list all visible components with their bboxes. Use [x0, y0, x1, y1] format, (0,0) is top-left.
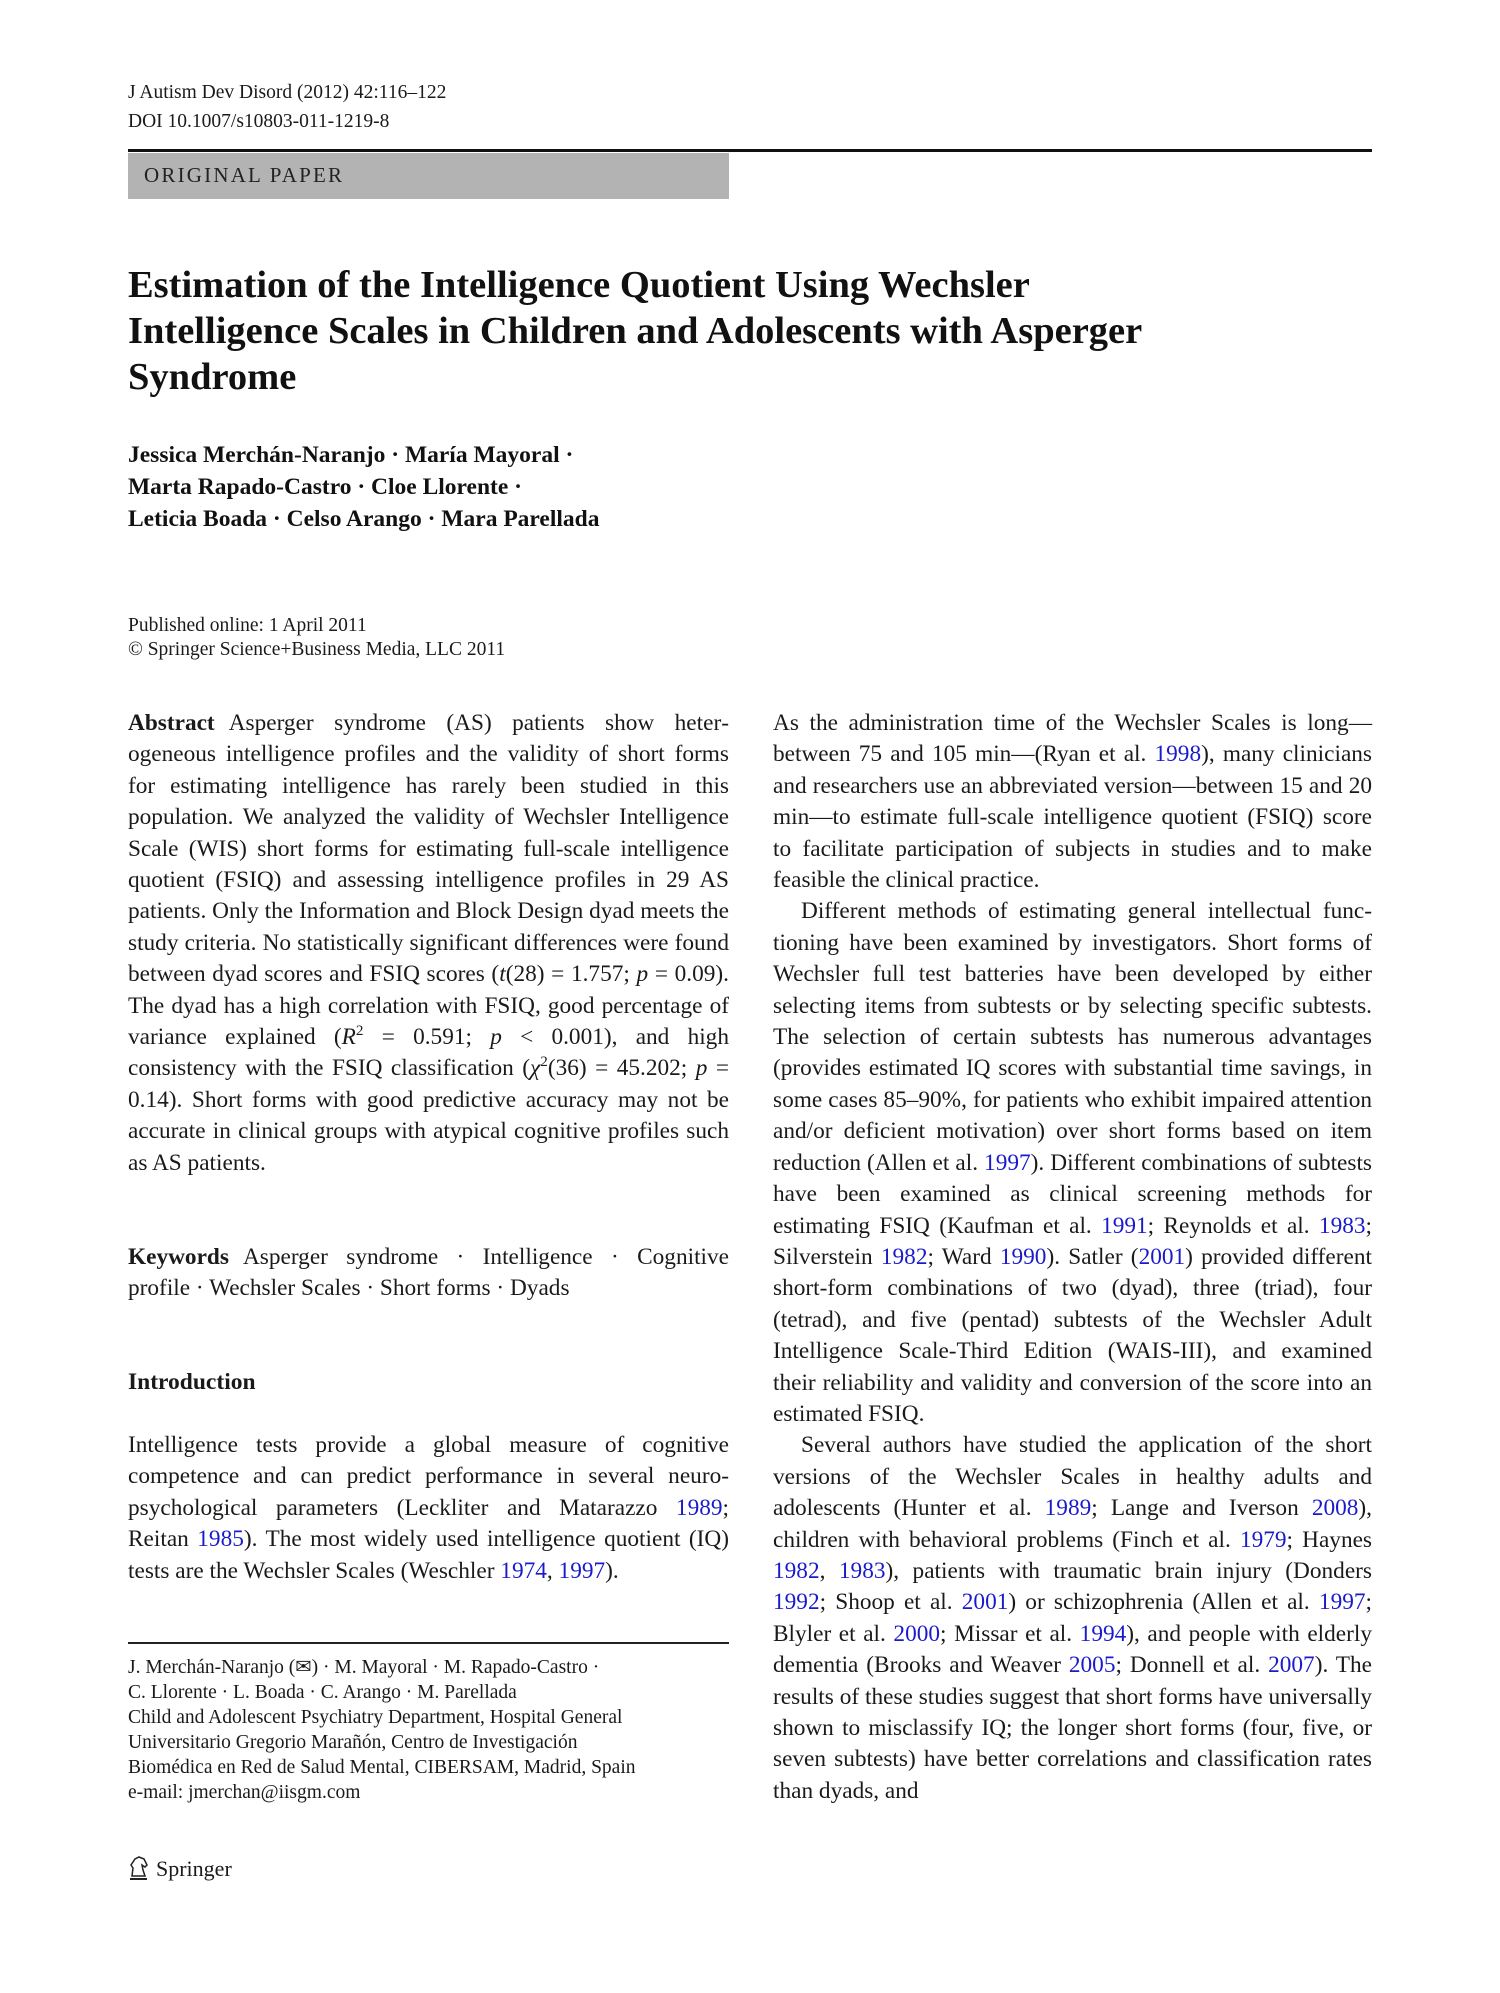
- abstract-label: Abstract: [128, 710, 215, 736]
- citation-link[interactable]: 1974: [500, 1557, 547, 1584]
- citation-link[interactable]: 1989: [675, 1494, 723, 1521]
- right-column: [773, 708, 1372, 1807]
- footnote-line: Child and Adolescent Psychiatry Department, Hospital General: [128, 1707, 623, 1728]
- citation-link[interactable]: 2001: [961, 1589, 1009, 1616]
- citation-link[interactable]: 1985: [197, 1526, 244, 1553]
- paragraph: Different methods of estimating general intellectual functioning have been examined by investigators. Short forms of Wechsler full test batteries have been developed by either selecting items from subtests or by selecting specific subtests. The selection of certain subtests has numerous advantages (provides estimated IQ scores with substantial time savings, in some cases 85–90%, for patients who exhibit impaired attention and/or deficient motivation) over short forms based on item reduction (Allen et al. 1997). Different combinations of subtests have been examined as clinical screening methods for estimating FSIQ (Kaufman et al. 1991; Reynolds et al. 1983; Silverstein 1982; Ward 1990). Satler (2001) provided different short-form combinations of two (dyad), three (triad), four (tetrad), and five (pentad) subtests of the Wechsler Adult Intelligence Scale-Third Edition (WAIS-III), and examined their reliability and validity and conversion of the score into an estimated FSIQ.: [773, 898, 1372, 1427]
- paper-title: [128, 262, 1372, 400]
- footnote-line: Biomédica en Red de Salud Mental, CIBERSAM, Madrid, Spain: [128, 1757, 636, 1778]
- section-label-box: [128, 153, 729, 199]
- citation-link[interactable]: 2007: [1268, 1652, 1315, 1679]
- math-symbol: p: [636, 961, 649, 988]
- section-label: ORIGINAL PAPER: [144, 163, 345, 187]
- citation-link[interactable]: 1997: [558, 1557, 606, 1584]
- math-symbol: χ: [530, 1055, 541, 1082]
- doi: DOI 10.1007/s10803-011-1219-8: [128, 111, 390, 132]
- keywords: [128, 1242, 729, 1305]
- citation-link[interactable]: 2001: [1138, 1243, 1186, 1270]
- paragraph: Intelligence tests provide a global measure of cognitive competence and can predict performance in several neuropsychological parameters (Leckliter and Matarazzo 1989; Reitan 1985). The most widely used intelligence quotient (IQ) tests are the Wechsler Scales (Weschler 1974, 1997).: [128, 1432, 729, 1584]
- citation-link[interactable]: 2005: [1068, 1652, 1116, 1679]
- springer-logo: [128, 1856, 232, 1882]
- math-symbol: p: [695, 1055, 708, 1082]
- citation-link[interactable]: 1983: [1318, 1212, 1366, 1239]
- title-line: Syndrome: [128, 356, 297, 398]
- title-line: Estimation of the Intelligence Quotient Using Wechsler: [128, 264, 1030, 306]
- springer-horse-icon: [128, 1856, 150, 1882]
- published-date: Published online: 1 April 2011: [128, 615, 367, 636]
- citation-link[interactable]: 1982: [880, 1243, 928, 1270]
- keywords-label: Keywords: [128, 1244, 229, 1270]
- introduction-heading: Introduction: [128, 1369, 256, 1395]
- citation-link[interactable]: 1997: [984, 1149, 1031, 1176]
- author-list: [128, 439, 600, 535]
- footnote-line: C. Llorente · L. Boada · C. Arango · M. Parellada: [128, 1682, 517, 1703]
- citation-link[interactable]: 1983: [838, 1557, 886, 1584]
- citation-link[interactable]: 1982: [773, 1557, 820, 1584]
- math-symbol: R: [341, 1024, 356, 1051]
- superscript: 2: [355, 1023, 364, 1040]
- header-rule: [128, 149, 1372, 152]
- math-symbol: t: [499, 961, 506, 988]
- footnote-rule: [128, 1642, 729, 1644]
- author-line: Marta Rapado-Castro · Cloe Llorente ·: [128, 474, 523, 500]
- springer-wordmark: Springer: [156, 1856, 232, 1881]
- citation-link[interactable]: 1998: [1154, 741, 1202, 768]
- author-line: Jessica Merchán-Naranjo · María Mayoral ·: [128, 442, 574, 468]
- math-symbol: p: [490, 1024, 502, 1051]
- footnote-line: J. Merchán-Naranjo (✉) · M. Mayoral · M. Rapado-Castro ·: [128, 1657, 600, 1678]
- citation-link[interactable]: 1979: [1239, 1526, 1287, 1553]
- citation-link[interactable]: 1989: [1044, 1495, 1092, 1522]
- citation-link[interactable]: 1992: [773, 1589, 820, 1616]
- superscript: 2: [540, 1054, 548, 1071]
- citation-link[interactable]: 2000: [893, 1620, 941, 1647]
- paragraph: As the administration time of the Wechsler Scales is long—between 75 and 105 min—(Ryan et al. 1998), many clinicians and researchers use an abbreviated version—between 15 and 20 min—to estimate full-scale intelligence quotient (FSIQ) score to facilitate participation of subjects in studies and to make feasible the clinical practice.: [773, 710, 1372, 894]
- paragraph: Several authors have studied the application of the short versions of the Wechsler Scales in healthy adults and adolescents (Hunter et al. 1989; Lange and Iverson 2008), children with behavioral problems (Finch et al. 1979; Haynes 1982, 1983), patients with traumatic brain injury (Donders 1992; Shoop et al. 2001) or schizophrenia (Allen et al. 1997; Blyler et al. 2000; Missar et al. 1994), and people with elderly dementia (Brooks and Weaver 2005; Donnell et al. 2007). The results of these studies suggest that short forms have universally shown to misclassify IQ; the longer short forms (four, five, or seven subtests) have better correlations and classification rates than dyads, and: [773, 1432, 1372, 1804]
- citation-link[interactable]: 1997: [1318, 1589, 1366, 1616]
- abstract: [128, 708, 729, 1179]
- publication-info: [128, 614, 505, 662]
- citation-link[interactable]: 2008: [1311, 1495, 1359, 1522]
- abstract-text: Asperger syndrome (AS) patients show heterogeneous intelligence profiles and the validity of short forms for estimating intelligence has rarely been studied in this population. We analyzed the validity of Wechsler Intelligence Scale (WIS) short forms for estimating full-scale intelligence quotient (FSIQ) and assessing intelligence profiles in 29 AS patients. Only the Information and Block Design dyad meets the study criteria. No statistically significant differences were found between dyad scores and FSIQ scores (t(28) = 1.757; p = 0.09). The dyad has a high correlation with FSIQ, good percentage of variance explained ($R^2 = 0.591$; p < 0.001), and high consistency with the FSIQ classification ($\chi^2(36) = 45.202$; p = 0.14). Short forms with good predictive accuracy may not be accurate in clinical groups with atypical cognitive profiles such as AS patients.: [128, 710, 729, 1176]
- citation-link[interactable]: 1990: [999, 1243, 1047, 1270]
- keywords-text: Asperger syndrome · Intelligence · Cognitive profile · Wechsler Scales · Short forms · Dyads: [128, 1244, 729, 1302]
- citation-link[interactable]: 1994: [1079, 1620, 1127, 1647]
- title-line: Intelligence Scales in Children and Adolescents with Asperger: [128, 310, 1143, 352]
- footnote-line: e-mail: jmerchan@iisgm.com: [128, 1782, 361, 1803]
- journal-citation: J Autism Dev Disord (2012) 42:116–122: [128, 82, 447, 103]
- author-line: Leticia Boada · Celso Arango · Mara Parellada: [128, 506, 600, 532]
- citation-link[interactable]: 1991: [1101, 1212, 1148, 1239]
- footnote-line: Universitario Gregorio Marañón, Centro de Investigación: [128, 1732, 578, 1753]
- author-affiliation-footnote: [128, 1655, 748, 1805]
- introduction-text: [128, 1430, 729, 1587]
- copyright: © Springer Science+Business Media, LLC 2011: [128, 639, 506, 660]
